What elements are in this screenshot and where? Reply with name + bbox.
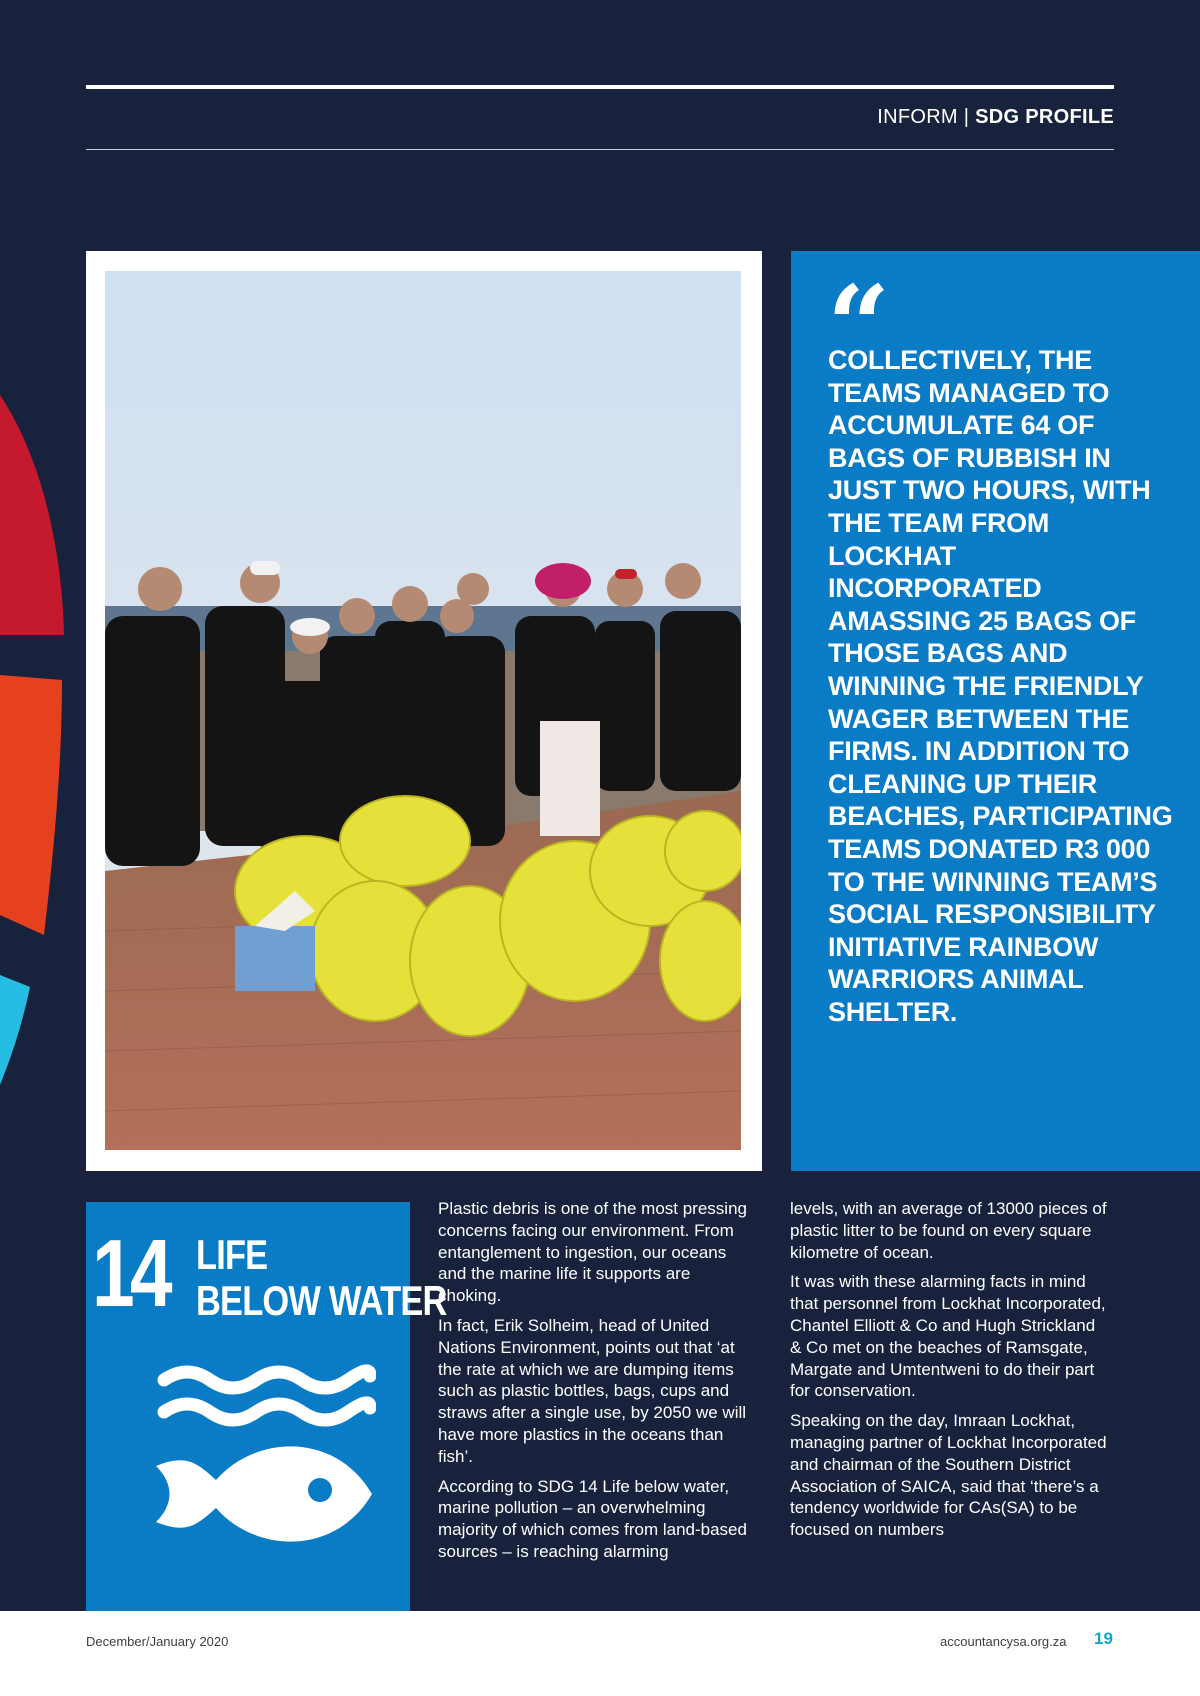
- beach-cleanup-photo: [105, 271, 741, 1150]
- header-rule: [86, 85, 1114, 89]
- article-paragraph: It was with these alarming facts in mind that personnel from Lockhat Incorporated, Chantel Elliott & Co and Hugh Strickland & Co met on the beaches of Ramsgate, Margate and Umtentweni to do their part for conservation.: [790, 1272, 1106, 1401]
- sdg-wheel-decoration: [0, 395, 80, 1095]
- quote-mark-icon: “: [827, 261, 891, 390]
- sdg-title: [196, 1232, 447, 1324]
- article-paragraph: In fact, Erik Solheim, head of United Nations Environment, points out that ‘at the rate at which we are dumping items such as plastic bottles, bags, cups and straws after a single use, by 2050 we will have more plastics in the oceans than fish’.: [438, 1315, 747, 1466]
- section-separator: |: [957, 106, 976, 128]
- wheel-segment-red: [0, 395, 64, 635]
- sdg-title-line1: LIFE: [196, 1231, 268, 1278]
- wheel-segment-blue: [0, 975, 30, 1085]
- sdg-number: 14: [92, 1220, 168, 1327]
- article-column-2: [790, 1198, 1108, 1549]
- pull-quote-box: [791, 251, 1200, 1171]
- article-paragraph: Plastic debris is one of the most pressing concerns facing our environment. From entanglement to ingestion, our oceans and the marine life it supports are choking.: [438, 1199, 747, 1306]
- article-paragraph: According to SDG 14 Life below water, marine pollution – an overwhelming majority of which comes from land-based sources – is reaching alarming: [438, 1476, 747, 1561]
- waves-fish-icon: [156, 1362, 376, 1587]
- subsection-name: SDG PROFILE: [975, 106, 1114, 128]
- wheel-segment-orange: [0, 675, 62, 935]
- photo-frame: [86, 251, 762, 1171]
- article-paragraph: Speaking on the day, Imraan Lockhat, managing partner of Lockhat Incorporated and chairman of the Southern District Association of SAICA, said that ‘there’s a tendency worldwide for CAs(SA) to be focused on numbers: [790, 1411, 1107, 1540]
- section-label: [877, 106, 1114, 129]
- pull-quote-text: COLLECTIVELY, THE TEAMS MANAGED TO ACCUMULATE 64 OF BAGS OF RUBBISH IN JUST TWO HOURS, WITH THE TEAM FROM LOCKHAT INCORPORATED AMASSING 25 BAGS OF THOSE BAGS AND WINNING THE FRIENDLY WAGER BETWEEN THE FIRMS. IN ADDITION TO CLEANING UP THEIR BEACHES, PARTICIPATING TEAMS DONATED R3 000 TO THE WINNING TEAM’S SOCIAL RESPONSIBILITY INITIATIVE RAINBOW WARRIORS ANIMAL SHELTER.: [828, 345, 1173, 1027]
- header-subrule: [86, 149, 1114, 150]
- sdg-title-line2: BELOW WATER: [196, 1277, 447, 1324]
- footer-date: December/January 2020: [86, 1634, 229, 1649]
- footer-url[interactable]: accountancysa.org.za: [940, 1634, 1067, 1649]
- article-paragraph: levels, with an average of 13000 pieces of plastic litter to be found on every square kilometre of ocean.: [790, 1199, 1107, 1262]
- page-number: 19: [1094, 1629, 1113, 1648]
- sdg-14-tile: [86, 1202, 447, 1611]
- article-column-1: [438, 1198, 756, 1571]
- section-name: INFORM: [877, 106, 958, 128]
